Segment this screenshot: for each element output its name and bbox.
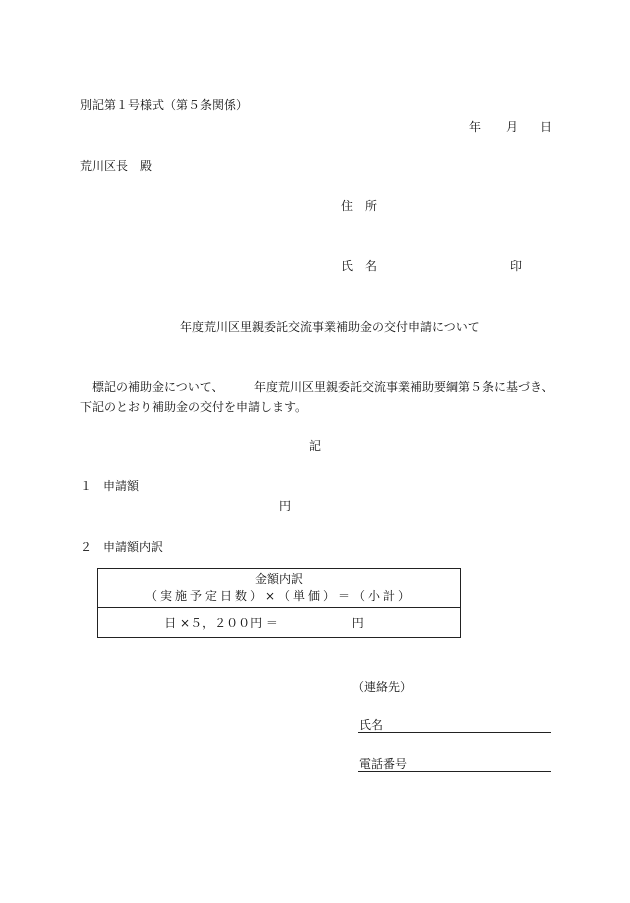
document-title: 年度荒川区里親委託交流事業補助金の交付申請について (180, 320, 480, 334)
date-month: 月 (506, 120, 519, 134)
contact-phone-field[interactable] (358, 755, 551, 772)
item1-number: １ (80, 479, 93, 493)
ki-heading: 記 (309, 439, 322, 453)
addressee: 荒川区長 殿 (80, 159, 153, 173)
breakdown-header-title: 金額内訳 (254, 572, 303, 586)
body-line1-a: 標記の補助金について、 (92, 380, 224, 394)
breakdown-header-cell (98, 569, 461, 608)
form-label: 別記第１号様式（第５条関係） (80, 98, 249, 112)
date-day: 日 (540, 120, 553, 134)
contact-name-field[interactable] (358, 716, 551, 733)
contact-name-label: 氏名 (359, 718, 384, 732)
breakdown-row-unit: 円 (351, 616, 364, 630)
breakdown-table (97, 568, 461, 638)
item1-label: 申請額 (103, 479, 140, 493)
item1-unit: 円 (279, 499, 292, 513)
breakdown-row-cell (98, 608, 461, 638)
body-line1-b: 年度荒川区里親委託交流事業補助要綱第５条に基づき、 (254, 380, 554, 394)
contact-heading: （連絡先） (352, 680, 413, 694)
breakdown-header-formula: （実施予定日数）×（単価）＝（小計） (144, 589, 414, 603)
contact-phone-label: 電話番号 (359, 757, 408, 771)
item2-number: ２ (80, 540, 93, 554)
date-year: 年 (469, 120, 482, 134)
body-line2: 下記のとおり補助金の交付を申請します。 (80, 400, 308, 414)
seal-label: 印 (510, 259, 523, 273)
breakdown-row-formula: 日 ×５，２００円 ＝ (164, 616, 278, 630)
address-label: 住 所 (341, 199, 378, 213)
name-label: 氏 名 (341, 259, 378, 273)
item2-label: 申請額内訳 (103, 540, 164, 554)
